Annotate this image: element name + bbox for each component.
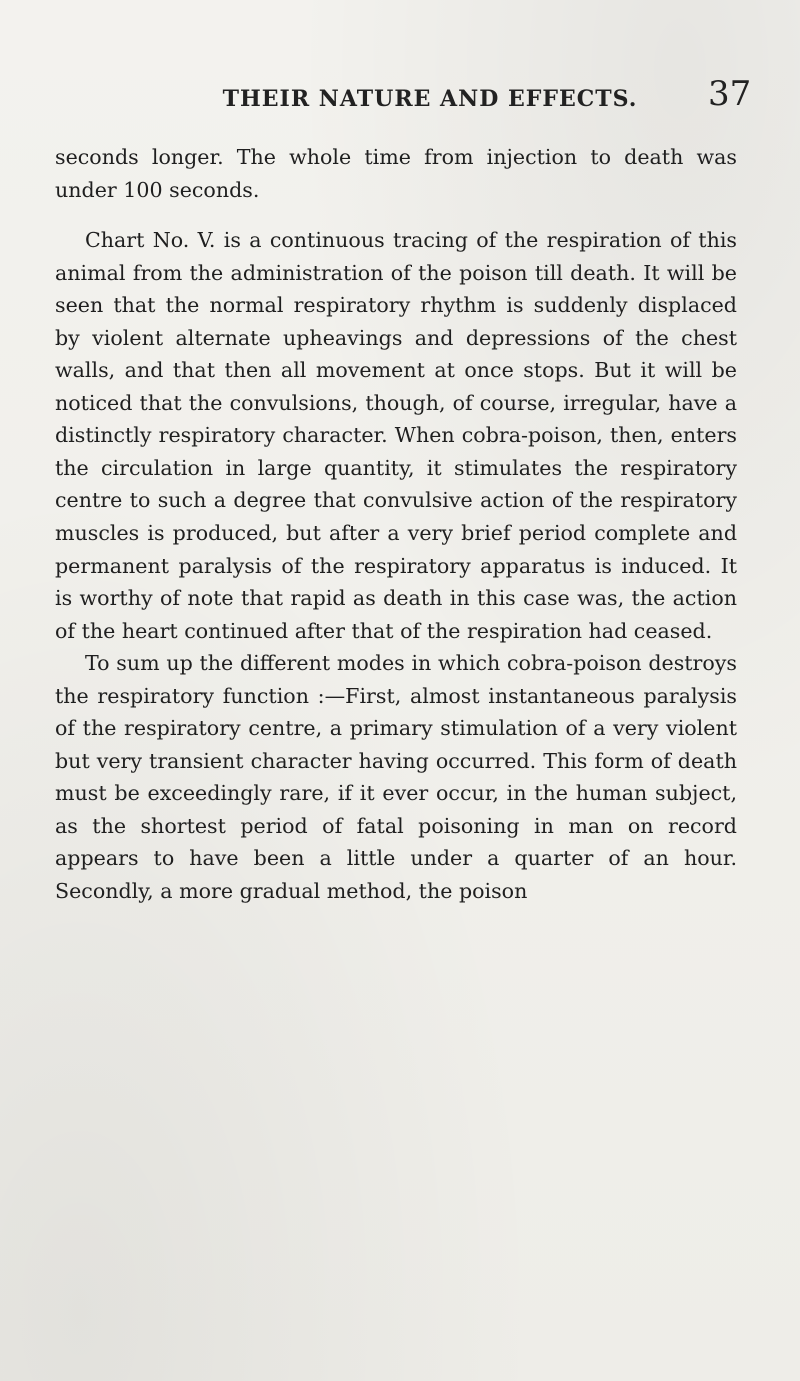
body-text	[55, 141, 737, 908]
running-title: THEIR NATURE AND EFFECTS.	[222, 86, 638, 112]
paragraph-chart-description: Chart No. V. is a continuous tracing of the respiration of this animal from the administration of the poison till death. It will be seen that the normal respiratory rhythm is suddenly displaced by violent alternate upheavings and depressions of the chest walls, and that then all movement at once stops. But it will be noticed that the convulsions, though, of course, irregular, have a distinctly respiratory character. When cobra-poison, then, enters the circulation in large quantity, it stimulates the respiratory centre to such a degree that convulsive action of the respiratory muscles is produced, but after a very brief period complete and permanent paralysis of the respiratory apparatus is induced. It is worthy of note that rapid as death in this case was, the action of the heart continued after that of the respiration had ceased.	[55, 228, 737, 643]
page-number: 37	[708, 74, 752, 114]
paragraph-summary: To sum up the different modes in which cobra-poison destroys the respiratory function :—First, almost instantaneous paralysis of the respiratory centre, a primary stimulation of a very violent but very transient character having occurred. This form of death must be exceedingly rare, if it ever occur, in the human subject, as the shortest period of fatal poisoning in man on record appears to have been a little under a quarter of an hour. Secondly, a more gradual method, the poison	[55, 651, 737, 904]
paragraph-continuation: seconds longer. The whole time from injection to death was under 100 seconds.	[55, 145, 737, 202]
